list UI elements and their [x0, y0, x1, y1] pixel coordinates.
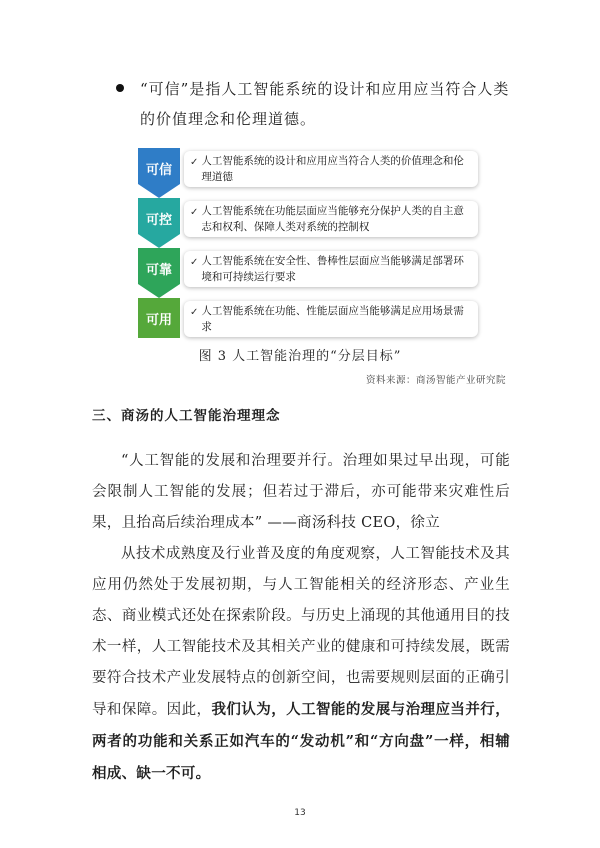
layer-description: 人工智能系统在功能层面应当能够充分保护人类的自主意志和权利、保障人类对系统的控制权 [201, 205, 464, 233]
layer-label: 可用 [145, 312, 172, 328]
layer-label: 可控 [145, 212, 172, 228]
page-number: 13 [294, 808, 306, 818]
check-icon: ✓ [190, 307, 199, 318]
layer-description-box [184, 251, 478, 287]
figure-caption: 图 3 人工智能治理的“分层目标” [198, 349, 402, 364]
layer-label: 可靠 [145, 262, 172, 278]
figure-source: 资料来源：商汤智能产业研究院 [365, 375, 506, 386]
bullet-text: “可信”是指人工智能系统的设计和应用应当符合人类的价值理念和伦理道德。 [140, 80, 510, 128]
layer-description: 人工智能系统在功能、性能层面应当能够满足应用场景需求 [201, 305, 464, 333]
layer-description: 人工智能系统的设计和应用应当符合人类的价值理念和伦理道德 [201, 155, 464, 183]
layer-description: 人工智能系统在安全性、鲁棒性层面应当能够满足部署环境和可持续运行要求 [201, 255, 464, 283]
body-text: 从技术成熟度及行业普及度的角度观察，人工智能技术及其应用仍然处于发展初期，与人工智能相关的经济形态、产业生态、商业模式还处在探索阶段。与历史上涌现的其他通用目的技术一样，人工智能技术及其相关产业的健康和可持续发展，既需要符合技术产业发展特点的创新空间，也需要规则层面的正确引导和保障。因此， [92, 546, 510, 718]
layer-description-box [184, 151, 478, 187]
check-icon: ✓ [190, 157, 199, 168]
quote-paragraph: “人工智能的发展和治理要并行。治理如果过早出现，可能会限制人工智能的发展；但若过于滞后，亦可能带来灾难性后果，且抬高后续治理成本” ——商汤科技 CEO，徐立 [92, 453, 510, 531]
body-text-bold: 我们认为，人工智能的发展与治理应当并行，两者的功能和关系正如汽车的“发动机”和“方向盘”一样，相辅相成、缺一不可。 [92, 701, 510, 782]
section-heading: 三、商汤的人工智能治理理念 [92, 408, 281, 424]
layer-description-box [184, 201, 478, 237]
layer-description-box [184, 301, 478, 337]
check-icon: ✓ [190, 257, 199, 268]
layer-label: 可信 [145, 162, 172, 178]
check-icon: ✓ [190, 207, 199, 218]
body-paragraph [92, 539, 510, 790]
bullet-dot-icon [116, 84, 124, 92]
